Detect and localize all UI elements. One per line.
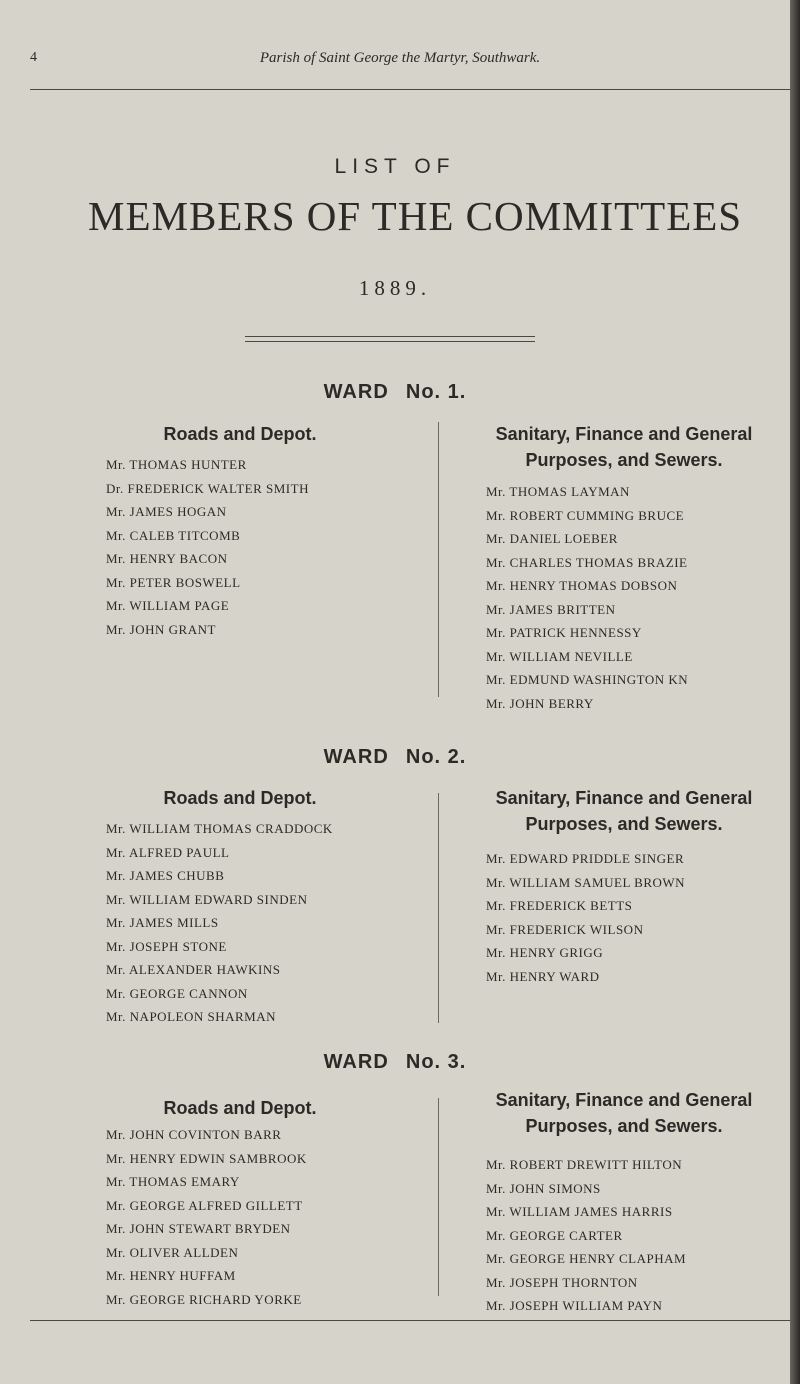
- header-rule: [30, 89, 790, 90]
- list-item: Mr. ROBERT CUMMING BRUCE: [486, 507, 685, 523]
- ward-2-number: No. 2.: [405, 746, 467, 768]
- list-item: Mr. HENRY THOMAS DOBSON: [486, 578, 678, 593]
- ward-1-sanitary-heading: [458, 421, 790, 473]
- list-item: Mr. PETER BOSWELL: [106, 574, 241, 590]
- list-item: Mr. WILLIAM NEVILLE: [486, 648, 633, 664]
- list-item: Mr. JOHN GRANT: [106, 621, 216, 637]
- list-item: Mr. JAMES CHUBB: [106, 868, 225, 883]
- list-item: Mr. DANIEL LOEBER: [486, 531, 618, 546]
- list-item: Mr. GEORGE HENRY CLAPHAM: [486, 1251, 687, 1266]
- list-item: Mr. HENRY GRIGG: [486, 945, 604, 960]
- list-item: Mr. HENRY WARD: [486, 968, 600, 984]
- ward-1-roads-heading: Roads and Depot.: [163, 424, 317, 444]
- ward-3-roads-heading: Roads and Depot.: [163, 1098, 317, 1118]
- list-item: Mr. ALEXANDER HAWKINS: [106, 962, 281, 977]
- list-item: Mr. JOSEPH THORNTON: [486, 1274, 638, 1290]
- list-item: Mr. WILLIAM SAMUEL BROWN: [486, 874, 686, 890]
- bottom-rule: [30, 1320, 790, 1321]
- list-item: Mr. FREDERICK BETTS: [486, 898, 633, 913]
- list-item: Mr. GEORGE CANNON: [106, 985, 248, 1001]
- list-item: Mr. GEORGE RICHARD YORKE: [106, 1291, 302, 1307]
- list-item: Mr. THOMAS HUNTER: [106, 457, 247, 472]
- list-item: Mr. THOMAS EMARY: [106, 1174, 240, 1189]
- ward-3-sanitary-heading: [458, 1087, 790, 1139]
- list-item: Mr. PATRICK HENNESSY: [486, 625, 642, 640]
- list-item: Mr. ROBERT DREWITT HILTON: [486, 1157, 683, 1172]
- ward-1-sanitary-list: [486, 480, 790, 715]
- running-head: Parish of Saint George the Martyr, Southwark.: [259, 50, 541, 66]
- ward-3-heading: [0, 1051, 790, 1074]
- list-item: Mr. OLIVER ALLDEN: [106, 1244, 239, 1260]
- list-item: Mr. CHARLES THOMAS BRAZIE: [486, 554, 688, 570]
- ward-1-sanitary-heading-line1: Sanitary, Finance and General: [495, 424, 753, 444]
- list-item: Mr. GEORGE ALFRED GILLETT: [106, 1197, 303, 1213]
- list-item: Mr. THOMAS LAYMAN: [486, 484, 630, 499]
- list-item: Mr. JAMES MILLS: [106, 915, 219, 930]
- ward-2-label: WARD: [323, 746, 389, 768]
- ward-1-number: No. 1.: [405, 381, 467, 403]
- list-item: Mr. JAMES BRITTEN: [486, 601, 616, 617]
- list-item: Mr. WILLIAM THOMAS CRADDOCK: [106, 821, 333, 836]
- list-item: Mr. JOSEPH STONE: [106, 938, 227, 954]
- list-item: Mr. EDMUND WASHINGTON KN: [486, 672, 689, 687]
- ward-2-sanitary-heading-line1: Sanitary, Finance and General: [495, 788, 753, 808]
- page-header: [30, 50, 770, 74]
- title-year: 1889.: [358, 276, 432, 300]
- ward-2-sanitary-list: [486, 847, 790, 988]
- list-item: Mr. HENRY HUFFAM: [106, 1268, 236, 1283]
- ward-1-heading: [0, 381, 790, 404]
- ward-1-column-divider: [438, 422, 439, 697]
- list-item: Mr. JOHN BERRY: [486, 695, 594, 711]
- book-spine-edge: [790, 0, 800, 1384]
- list-item: Mr. JOHN SIMONS: [486, 1180, 601, 1196]
- ward-3-number: No. 3.: [405, 1051, 467, 1073]
- ward-2-heading: [0, 746, 790, 769]
- ward-2-roads-list: [106, 817, 333, 1029]
- title-list-of: LIST OF: [334, 155, 456, 178]
- list-item: Mr. FREDERICK WILSON: [486, 921, 644, 937]
- list-item: Dr. FREDERICK WALTER SMITH: [106, 480, 309, 496]
- ward-2-column-divider: [438, 793, 439, 1023]
- ward-3-sanitary-list: [486, 1153, 790, 1318]
- ward-2-roads-heading: Roads and Depot.: [163, 788, 317, 808]
- list-item: Mr. ALFRED PAULL: [106, 844, 230, 860]
- ward-3-column-divider: [438, 1098, 439, 1296]
- list-item: Mr. JOHN COVINTON BARR: [106, 1127, 282, 1142]
- title-members-of-committees: MEMBERS OF THE COMMITTEES: [88, 193, 743, 239]
- ward-2-sanitary-heading: [458, 785, 790, 837]
- ward-3-sanitary-heading-line1: Sanitary, Finance and General: [495, 1090, 753, 1110]
- page-number: 4: [30, 50, 37, 65]
- list-item: Mr. WILLIAM PAGE: [106, 598, 230, 613]
- ward-1-sanitary-heading-line2: Purposes, and Sewers.: [525, 450, 723, 470]
- title-double-rule: [245, 336, 535, 342]
- ward-2-sanitary-heading-line2: Purposes, and Sewers.: [525, 814, 723, 834]
- ward-3-label: WARD: [323, 1051, 389, 1073]
- list-item: Mr. HENRY BACON: [106, 551, 228, 566]
- list-item: Mr. CALEB TITCOMB: [106, 527, 241, 543]
- ward-3-sanitary-heading-line2: Purposes, and Sewers.: [525, 1116, 723, 1136]
- ward-1-roads-list: [106, 453, 309, 641]
- list-item: Mr. WILLIAM EDWARD SINDEN: [106, 891, 308, 907]
- list-item: Mr. WILLIAM JAMES HARRIS: [486, 1204, 673, 1219]
- list-item: Mr. EDWARD PRIDDLE SINGER: [486, 851, 685, 866]
- ward-3-roads-list: [106, 1123, 307, 1311]
- list-item: Mr. JOSEPH WILLIAM PAYN: [486, 1298, 663, 1313]
- list-item: Mr. GEORGE CARTER: [486, 1227, 623, 1243]
- list-item: Mr. HENRY EDWIN SAMBROOK: [106, 1150, 307, 1166]
- list-item: Mr. JOHN STEWART BRYDEN: [106, 1221, 291, 1236]
- list-item: Mr. JAMES HOGAN: [106, 504, 227, 519]
- list-item: Mr. NAPOLEON SHARMAN: [106, 1009, 276, 1024]
- ward-1-label: WARD: [323, 381, 389, 403]
